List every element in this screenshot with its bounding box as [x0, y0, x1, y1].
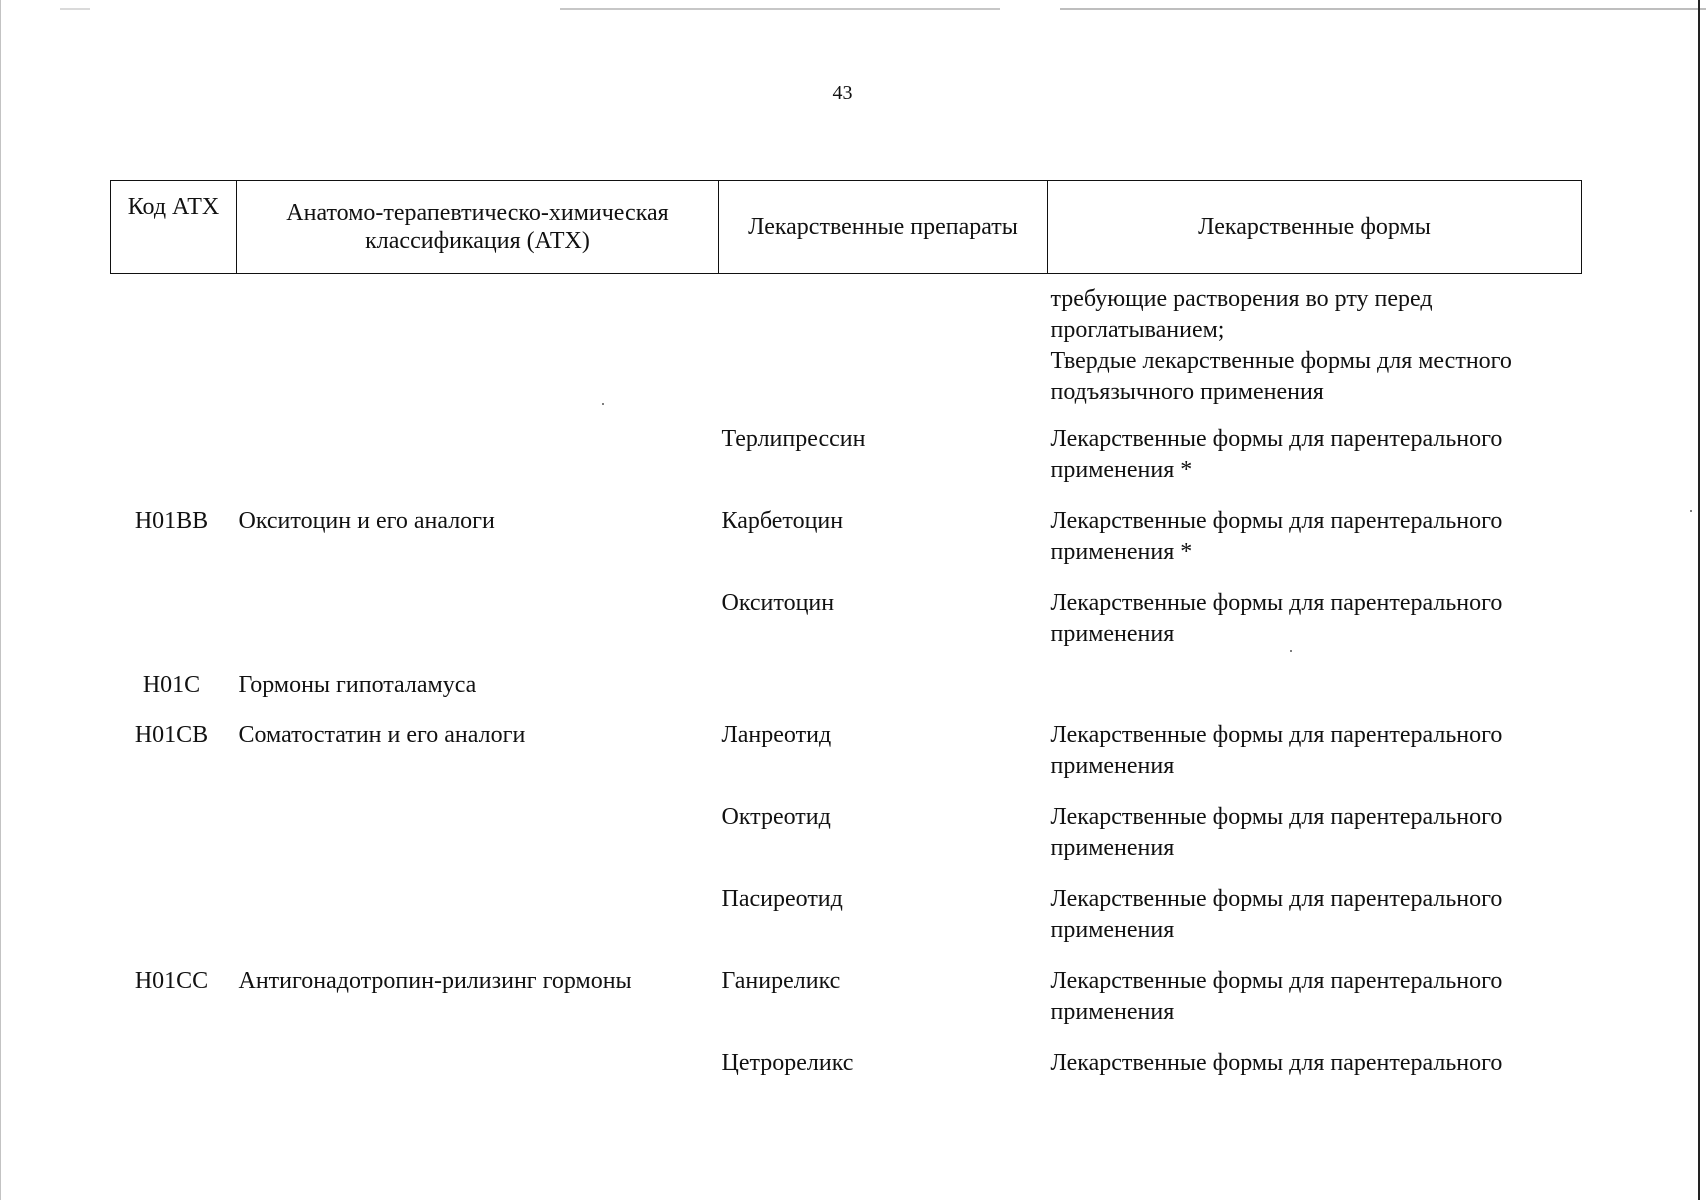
- row-code: H01BB: [134, 508, 209, 534]
- table-row: [111, 720, 1582, 802]
- row-drug: Ланреотид: [721, 722, 832, 748]
- scan-edge-right: [1698, 0, 1700, 1200]
- table-row: [111, 588, 1582, 670]
- row-code: [111, 884, 237, 966]
- row-code: [111, 802, 237, 884]
- row-form: Лекарственные формы для парентерального применения: [1050, 804, 1503, 861]
- row-code: H01C: [142, 672, 201, 698]
- row-form: Лекарственные формы для парентерального применения *: [1050, 426, 1503, 483]
- row-form-second: Твердые лекарственные формы для местного подъязычного применения: [1050, 348, 1512, 405]
- row-code: [111, 588, 237, 670]
- row-classification: Антигонадотропин-рилизинг гормоны: [238, 968, 632, 994]
- row-classification: Гормоны гипоталамуса: [238, 672, 477, 698]
- row-classification: [237, 588, 719, 670]
- table-row: [111, 1048, 1582, 1130]
- table-row: [111, 802, 1582, 884]
- row-drug: [719, 274, 1048, 425]
- row-classification: [237, 1048, 719, 1130]
- row-drug: Ганиреликс: [721, 968, 841, 994]
- header-drugs: Лекарственные препараты: [719, 181, 1048, 274]
- table-row: [111, 884, 1582, 966]
- row-drug: Пасиреотид: [721, 886, 843, 912]
- row-code: [111, 274, 237, 425]
- scan-edge-left: [0, 0, 1, 1200]
- header-classification: Анатомо-терапевтическо-химическая классификация (АТХ): [237, 181, 719, 274]
- table-row: [111, 506, 1582, 588]
- row-drug: [719, 670, 1048, 720]
- table-row: [111, 670, 1582, 720]
- scan-speck: [1290, 650, 1292, 652]
- row-form: Лекарственные формы для парентерального применения: [1050, 886, 1503, 943]
- row-form: [1048, 274, 1582, 425]
- header-forms: Лекарственные формы: [1048, 181, 1582, 274]
- row-drug: Терлипрессин: [721, 426, 866, 452]
- row-classification: Окситоцин и его аналоги: [238, 508, 495, 534]
- row-code: H01CB: [134, 722, 209, 748]
- row-classification: [237, 424, 719, 506]
- row-form: Лекарственные формы для парентерального применения *: [1050, 508, 1503, 565]
- row-code: [111, 1048, 237, 1130]
- row-drug: Цетрореликс: [721, 1050, 854, 1076]
- scan-edge-top: [0, 8, 1706, 10]
- row-classification: [237, 802, 719, 884]
- row-classification: [237, 884, 719, 966]
- header-code: Код АТХ: [111, 181, 237, 274]
- row-drug: Карбетоцин: [721, 508, 844, 534]
- table-row: [111, 274, 1582, 425]
- row-classification: Соматостатин и его аналоги: [238, 722, 526, 748]
- page-number: 43: [832, 82, 853, 104]
- row-form: Лекарственные формы для парентерального применения: [1050, 722, 1503, 779]
- row-form-continuation: требующие растворения во рту перед проглатыванием;: [1050, 286, 1433, 343]
- row-code: H01CC: [134, 968, 209, 994]
- table-row: [111, 424, 1582, 506]
- scan-speck: [602, 403, 604, 405]
- row-form: Лекарственные формы для парентерального применения: [1050, 968, 1503, 1025]
- row-drug: Октреотид: [721, 804, 831, 830]
- table-header-row: [111, 181, 1582, 274]
- table-row: [111, 966, 1582, 1048]
- row-form: Лекарственные формы для парентерального: [1050, 1050, 1503, 1076]
- row-drug: Окситоцин: [721, 590, 835, 616]
- row-classification: [237, 274, 719, 425]
- scan-speck: [1690, 510, 1692, 512]
- row-code: [111, 424, 237, 506]
- row-form: Лекарственные формы для парентерального применения: [1050, 590, 1503, 647]
- row-form: [1048, 670, 1582, 720]
- atc-table: [110, 180, 1582, 1130]
